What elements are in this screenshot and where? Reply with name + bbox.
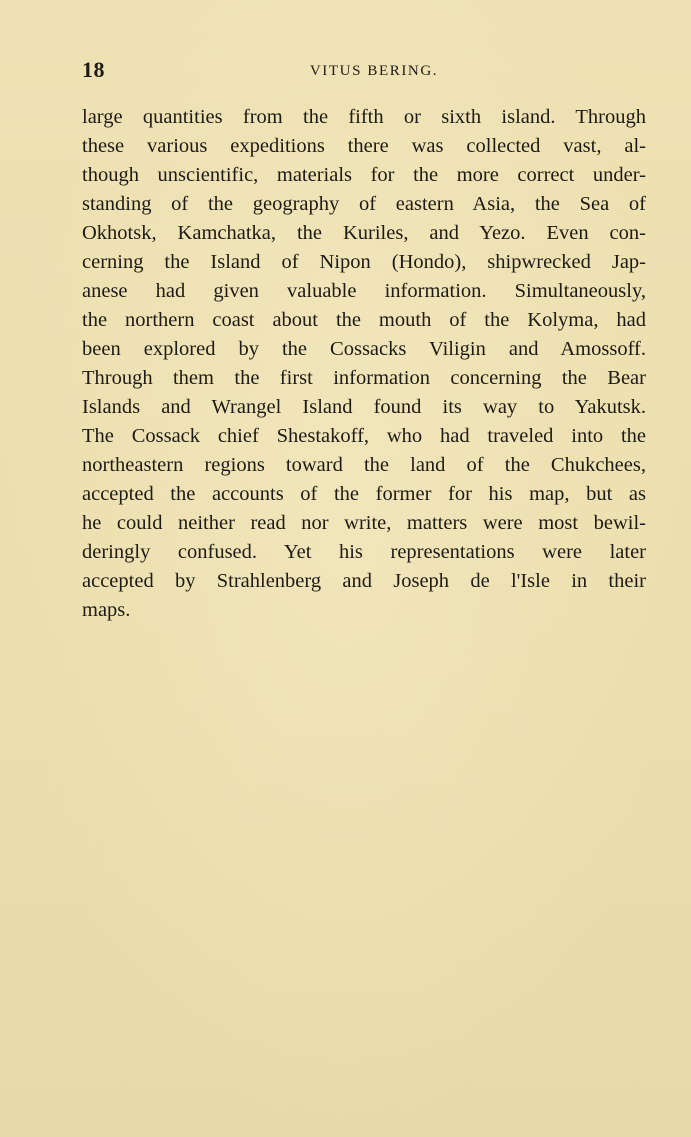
- page-header: [82, 56, 646, 84]
- text-line: Okhotsk, Kamchatka, the Kuriles, and Yezo. Even con-: [82, 222, 646, 244]
- text-line: Islands and Wrangel Island found its way to Yakutsk.: [82, 396, 646, 418]
- text-line: northeastern regions toward the land of the Chukchees,: [82, 454, 646, 476]
- text-line: these various expeditions there was collected vast, al-: [82, 135, 646, 157]
- text-line: accepted by Strahlenberg and Joseph de l'Isle in their: [82, 570, 646, 592]
- text-line: deringly confused. Yet his representations were later: [82, 541, 646, 563]
- text-line: maps.: [82, 599, 131, 621]
- text-line: though unscientific, materials for the more correct under-: [82, 164, 646, 186]
- text-line: standing of the geography of eastern Asia, the Sea of: [82, 193, 646, 215]
- text-line: cerning the Island of Nipon (Hondo), shipwrecked Jap-: [82, 251, 646, 273]
- text-line: accepted the accounts of the former for his map, but as: [82, 483, 646, 505]
- page-number: 18: [82, 57, 105, 82]
- text-line: The Cossack chief Shestakoff, who had traveled into the: [82, 425, 646, 447]
- text-line: he could neither read nor write, matters were most bewil-: [82, 512, 646, 534]
- text-line: been explored by the Cossacks Viligin and Amossoff.: [82, 338, 646, 360]
- running-head: VITUS BERING.: [309, 63, 439, 79]
- text-line: Through them the first information concerning the Bear: [82, 367, 646, 389]
- body-paragraph: [82, 103, 646, 625]
- text-line: anese had given valuable information. Simultaneously,: [82, 280, 646, 302]
- text-line: large quantities from the fifth or sixth island. Through: [82, 106, 646, 128]
- text-line: the northern coast about the mouth of the Kolyma, had: [82, 309, 646, 331]
